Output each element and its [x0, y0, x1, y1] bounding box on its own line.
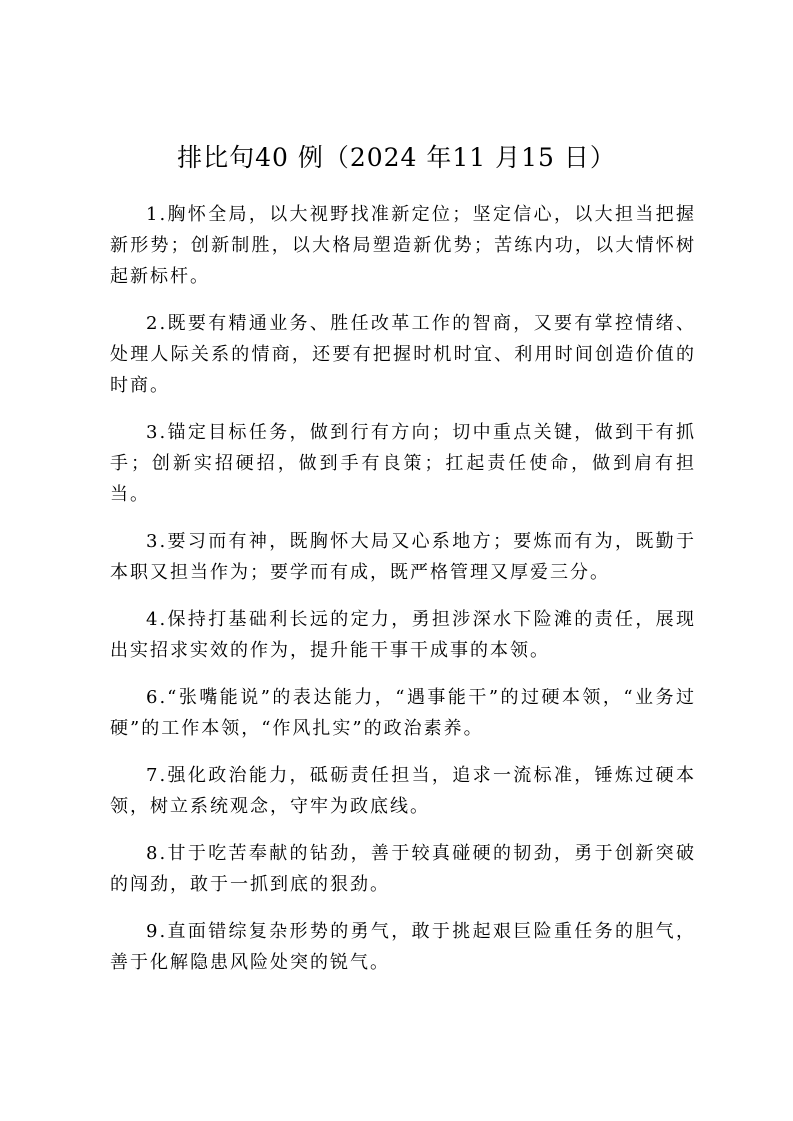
document-body: [110, 199, 696, 994]
paragraph-8: 8.甘于吃苦奉献的钻劲，善于较真碰硬的韧劲，勇于创新突破的闯劲，敢于一抓到底的狠劲。: [110, 843, 696, 895]
paragraph-1: 1.胸怀全局，以大视野找准新定位；坚定信心，以大担当把握新形势；创新制胜，以大格局塑造新优势；苦练内功，以大情怀树起新标杆。: [110, 204, 696, 287]
paragraph-2: 2.既要有精通业务、胜任改革工作的智商，又要有掌控情绪、处理人际关系的情商，还要有把握时机时宜、利用时间创造价值的时商。: [110, 313, 696, 396]
paragraph-6: 6.“张嘴能说”的表达能力，“遇事能干”的过硬本领，“业务过硬”的工作本领，“作风扎实”的政治素养。: [110, 687, 696, 739]
paragraph-4: 3.要习而有神，既胸怀大局又心系地方；要炼而有为，既勤于本职又担当作为；要学而有成，既严格管理又厚爱三分。: [110, 531, 696, 583]
paragraph-7: 7.强化政治能力，砥砺责任担当，追求一流标准，锤炼过硬本领，树立系统观念，守牢为政底线。: [110, 765, 696, 817]
paragraph-3: 3.锚定目标任务，做到行有方向；切中重点关键，做到干有抓手；创新实招硬招，做到手有良策；扛起责任使命，做到肩有担当。: [110, 422, 696, 505]
paragraph-5: 4.保持打基础利长远的定力，勇担涉深水下险滩的责任，展现出实招求实效的作为，提升能干事干成事的本领。: [110, 609, 696, 661]
page-title: 排比句40 例（2024 年11 月15 日）: [177, 143, 616, 172]
paragraph-9: 9.直面错综复杂形势的勇气，敢于挑起艰巨险重任务的胆气，善于化解隐患风险处突的锐气。: [110, 921, 696, 973]
